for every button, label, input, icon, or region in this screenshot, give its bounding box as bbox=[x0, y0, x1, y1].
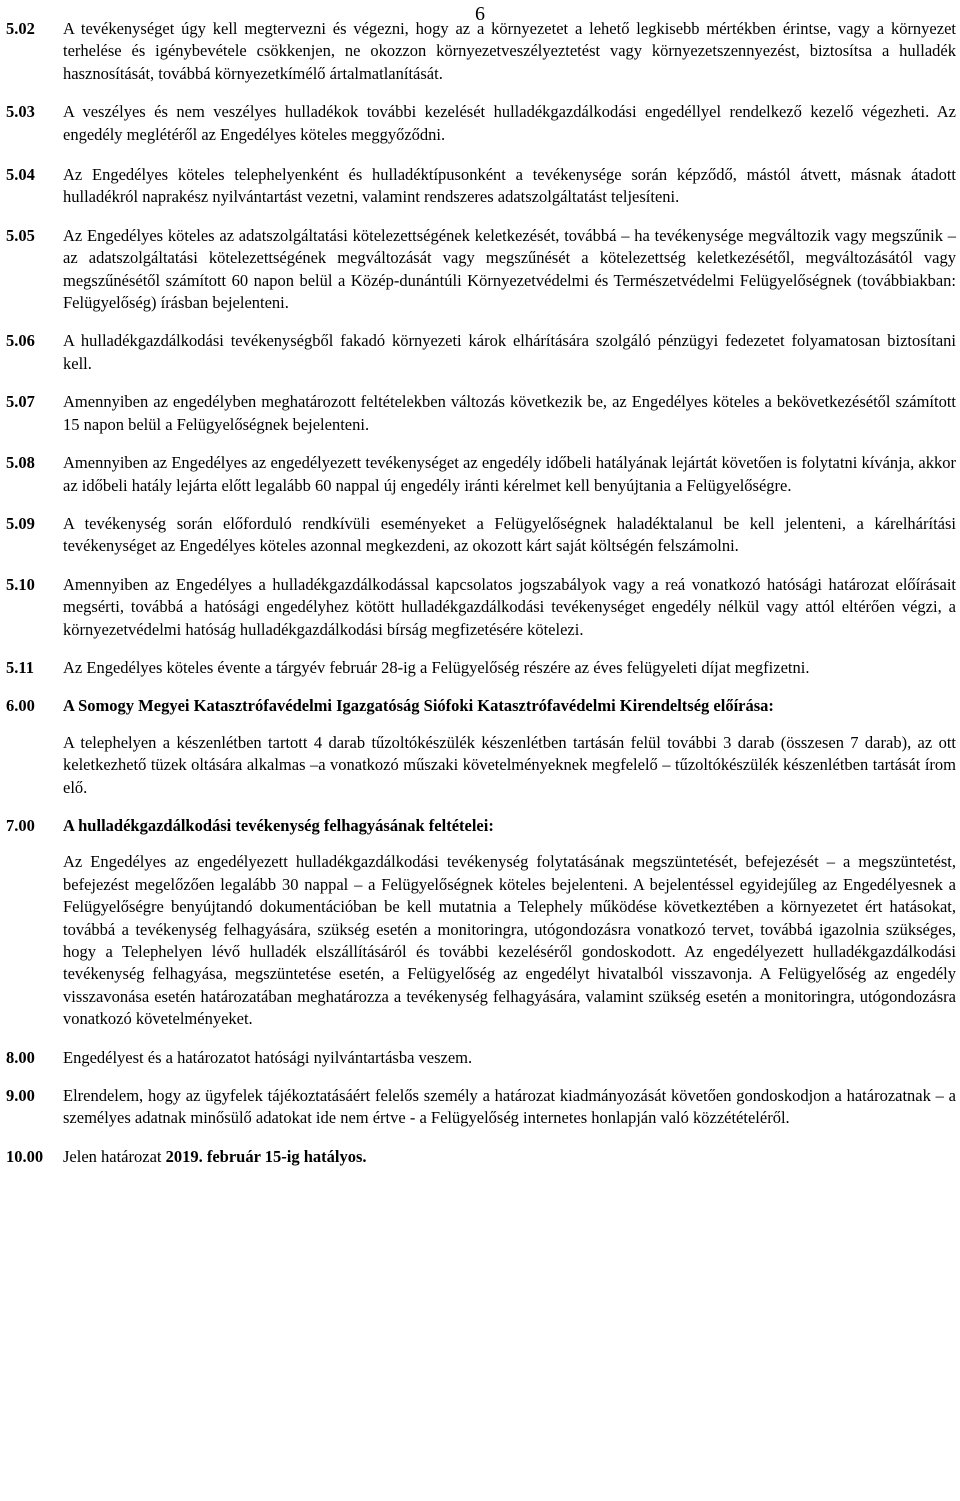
clause-number: 5.02 bbox=[6, 19, 35, 38]
clause-5-02 bbox=[6, 18, 956, 85]
clause-5-04 bbox=[6, 164, 956, 209]
section-number: 7.00 bbox=[6, 815, 35, 835]
section-body bbox=[63, 695, 956, 799]
clause-5-09 bbox=[6, 513, 956, 558]
clause-number: 5.03 bbox=[6, 102, 35, 122]
clause-text: A tevékenységet úgy kell megtervezni és végezni, hogy az a környezetet a lehető legkisebb mértékben érintse, vagy a környezet terhelése és igénybevétele csökkenjen, ne okozzon környezetveszélyeztetést vagy környezetszennyezést, biztosítsa a hulladék hasznosítását, továbbá környezetkímélő ártalmatlanítását. bbox=[63, 19, 956, 83]
clause-text: A hulladékgazdálkodási tevékenységből fakadó környezeti károk elhárítására szolgáló pénzügyi fedezetet folyamatosan biztosítani kell. bbox=[63, 331, 956, 373]
clause-number: 5.10 bbox=[6, 574, 35, 594]
validity-statement bbox=[63, 1146, 956, 1168]
clause-number: 5.06 bbox=[6, 331, 35, 351]
clause-body bbox=[63, 225, 956, 315]
clause-text: A tevékenység során előforduló rendkívüli eseményeket a Felügyelőségnek haladéktalanul be kell jelenteni, a kárelhárítási tevékenységet az Engedélyes köteles azonnal megkezdeni, az okozott kárt saját költségén felszámolni. bbox=[63, 513, 956, 556]
clause-body bbox=[63, 574, 956, 641]
clause-number: 5.07 bbox=[6, 392, 35, 412]
clause-body bbox=[63, 513, 956, 558]
clause-text: Amennyiben az Engedélyes a hulladékgazdálkodással kapcsolatos jogszabályok vagy a reá vonatkozó hatósági határozat előírásait megsérti, továbbá a hatósági engedélyhez kötött hulladékgazdálkodási tevékenységet engedély nélkül vagy attól eltérően végzi, a környezetvédelmi hatóság hulladékgazdálkodási bírság megfizetésére kötelezi. bbox=[63, 574, 956, 639]
clause-5-03 bbox=[6, 101, 956, 146]
section-body bbox=[63, 815, 956, 1031]
clause-number: 5.09 bbox=[6, 513, 35, 533]
clause-number: 5.05 bbox=[6, 225, 35, 245]
clause-number: 5.08 bbox=[6, 453, 35, 473]
section-text: Engedélyest és a határozatot hatósági nyilvántartásba veszem. bbox=[63, 1047, 473, 1067]
section-body bbox=[63, 1047, 956, 1069]
clause-5-10 bbox=[6, 574, 956, 641]
clause-text: Az Engedélyes köteles az adatszolgáltatási kötelezettségének keletkezését, továbbá – ha tevékenysége megváltozik vagy megszűnik – az adatszolgáltatási kötelezettségének megváltozását vagy megszűnését a kötelezettség keletkezésétől, megváltozásától vagy megszűnésétől számított 60 napon belül a Közép-dunántúli Környezetvédelmi és Természetvédelmi Felügyelőségnek (továbbiakban: Felügyelőség) írásban bejelenteni. bbox=[63, 225, 956, 313]
page-number: 6 bbox=[475, 3, 485, 25]
validity-prefix: Jelen határozat bbox=[63, 1146, 166, 1166]
clause-5-06 bbox=[6, 330, 956, 375]
clause-text: A veszélyes és nem veszélyes hulladékok további kezelését hulladékgazdálkodási engedéllyel rendelkező kezelő végezheti. Az engedély meglétéről az Engedélyes köteles meggyőződni. bbox=[63, 102, 956, 144]
clause-number: 5.04 bbox=[6, 165, 35, 185]
clause-text: Amennyiben az Engedélyes az engedélyezett tevékenységet az engedély időbeli hatályának lejártát követően is folytatni kívánja, akkor az időbeli hatály lejárta előtt legalább 60 nappal új engedély iránti kérelmet kell benyújtania a Felügyelőségre. bbox=[63, 453, 956, 495]
clause-body bbox=[63, 164, 956, 209]
clause-5-08 bbox=[6, 452, 956, 497]
clause-body bbox=[63, 452, 956, 497]
section-text: Elrendelem, hogy az ügyfelek tájékoztatásáért felelős személy a határozat kiadmányozását követően gondoskodjon a határozatnak – a személyes adatnak minősülő adatokat ide nem értve - a Felügyelőség internetes honlapján való közzétételéről. bbox=[63, 1086, 956, 1128]
clause-5-05 bbox=[6, 225, 956, 315]
section-heading: A Somogy Megyei Katasztrófavédelmi Igazgatóság Siófoki Katasztrófavédelmi Kirendeltség előírása: bbox=[63, 696, 774, 716]
section-10-00 bbox=[6, 1146, 956, 1168]
section-heading: A hulladékgazdálkodási tevékenység felhagyásának feltételei: bbox=[63, 815, 494, 835]
clause-body bbox=[63, 657, 956, 679]
clause-body bbox=[63, 391, 956, 436]
section-number: 10.00 bbox=[6, 1146, 44, 1166]
clause-text: Amennyiben az engedélyben meghatározott feltételekben változás következik be, az Engedélyes köteles a bekövetkezésétől számított 15 napon belül a Felügyelőségnek bejelenteni. bbox=[63, 392, 956, 434]
section-body bbox=[63, 1085, 956, 1130]
section-number: 8.00 bbox=[6, 1047, 35, 1067]
section-number: 6.00 bbox=[6, 696, 35, 716]
section-6-00 bbox=[6, 695, 956, 799]
section-number: 9.00 bbox=[6, 1086, 35, 1106]
clause-body bbox=[63, 18, 956, 85]
section-body bbox=[63, 1146, 956, 1168]
clause-number: 5.11 bbox=[6, 657, 34, 677]
clause-body bbox=[63, 330, 956, 375]
section-7-00 bbox=[6, 815, 956, 1031]
clause-text: Az Engedélyes köteles évente a tárgyév február 28-ig a Felügyelőség részére az éves felügyeleti díjat megfizetni. bbox=[63, 657, 810, 677]
section-text: A telephelyen a készenlétben tartott 4 darab tűzoltókészülék készenlétben tartásán felül további 3 darab (összesen 7 darab), az ott keletkezhető tüzek oltására alkalmas –a vonatkozó műszaki követelményeknek megfelelő – tűzoltókészülék készenlétben tartását írom elő. bbox=[63, 732, 956, 797]
clause-body bbox=[63, 101, 956, 146]
clause-text: Az Engedélyes köteles telephelyenként és hulladéktípusonként a tevékenysége során képződő, mástól átvett, másnak átadott hulladékról naprakész nyilvántartást vezetni, valamint rendszeres adatszolgáltatást teljesíteni. bbox=[63, 165, 956, 207]
clause-5-11 bbox=[6, 657, 956, 679]
document-body bbox=[6, 18, 956, 1184]
section-text: Az Engedélyes az engedélyezett hulladékgazdálkodási tevékenység folytatásának megszüntetését, befejezését – a megszüntetést, befejezést megelőzően legalább 30 nappal – a Felügyelőségnek köteles bejelenteni. A bejelentéssel egyidejűleg az Engedélyesnek a Felügyelőségre benyújtandó dokumentációban be kell mutatnia a Telephely működése következtében a környezetet ért hatásokat, továbbá a tevékenység felhagyására, szükség esetén a monitoringra, utógondozásra vonatkozó tervet, továbbá igazolnia szükséges, hogy a Telephelyen lévő hulladék elszállításáról és további kezeléséről gondoskodott. Az engedélyezett hulladékgazdálkodási tevékenység felhagyása, megszüntetése esetén, a Felügyelőség az engedélyt hivatalból visszavonja. A Felügyelőség az engedély visszavonása esetén határozatában meghatározza a tevékenység felhagyására, valamint szükség esetén a monitoringra, utógondozásra vonatkozó követelményeket. bbox=[63, 852, 956, 1029]
section-8-00 bbox=[6, 1047, 956, 1069]
validity-date: 2019. február 15-ig hatályos. bbox=[165, 1146, 367, 1166]
clause-5-07 bbox=[6, 391, 956, 436]
section-9-00 bbox=[6, 1085, 956, 1130]
